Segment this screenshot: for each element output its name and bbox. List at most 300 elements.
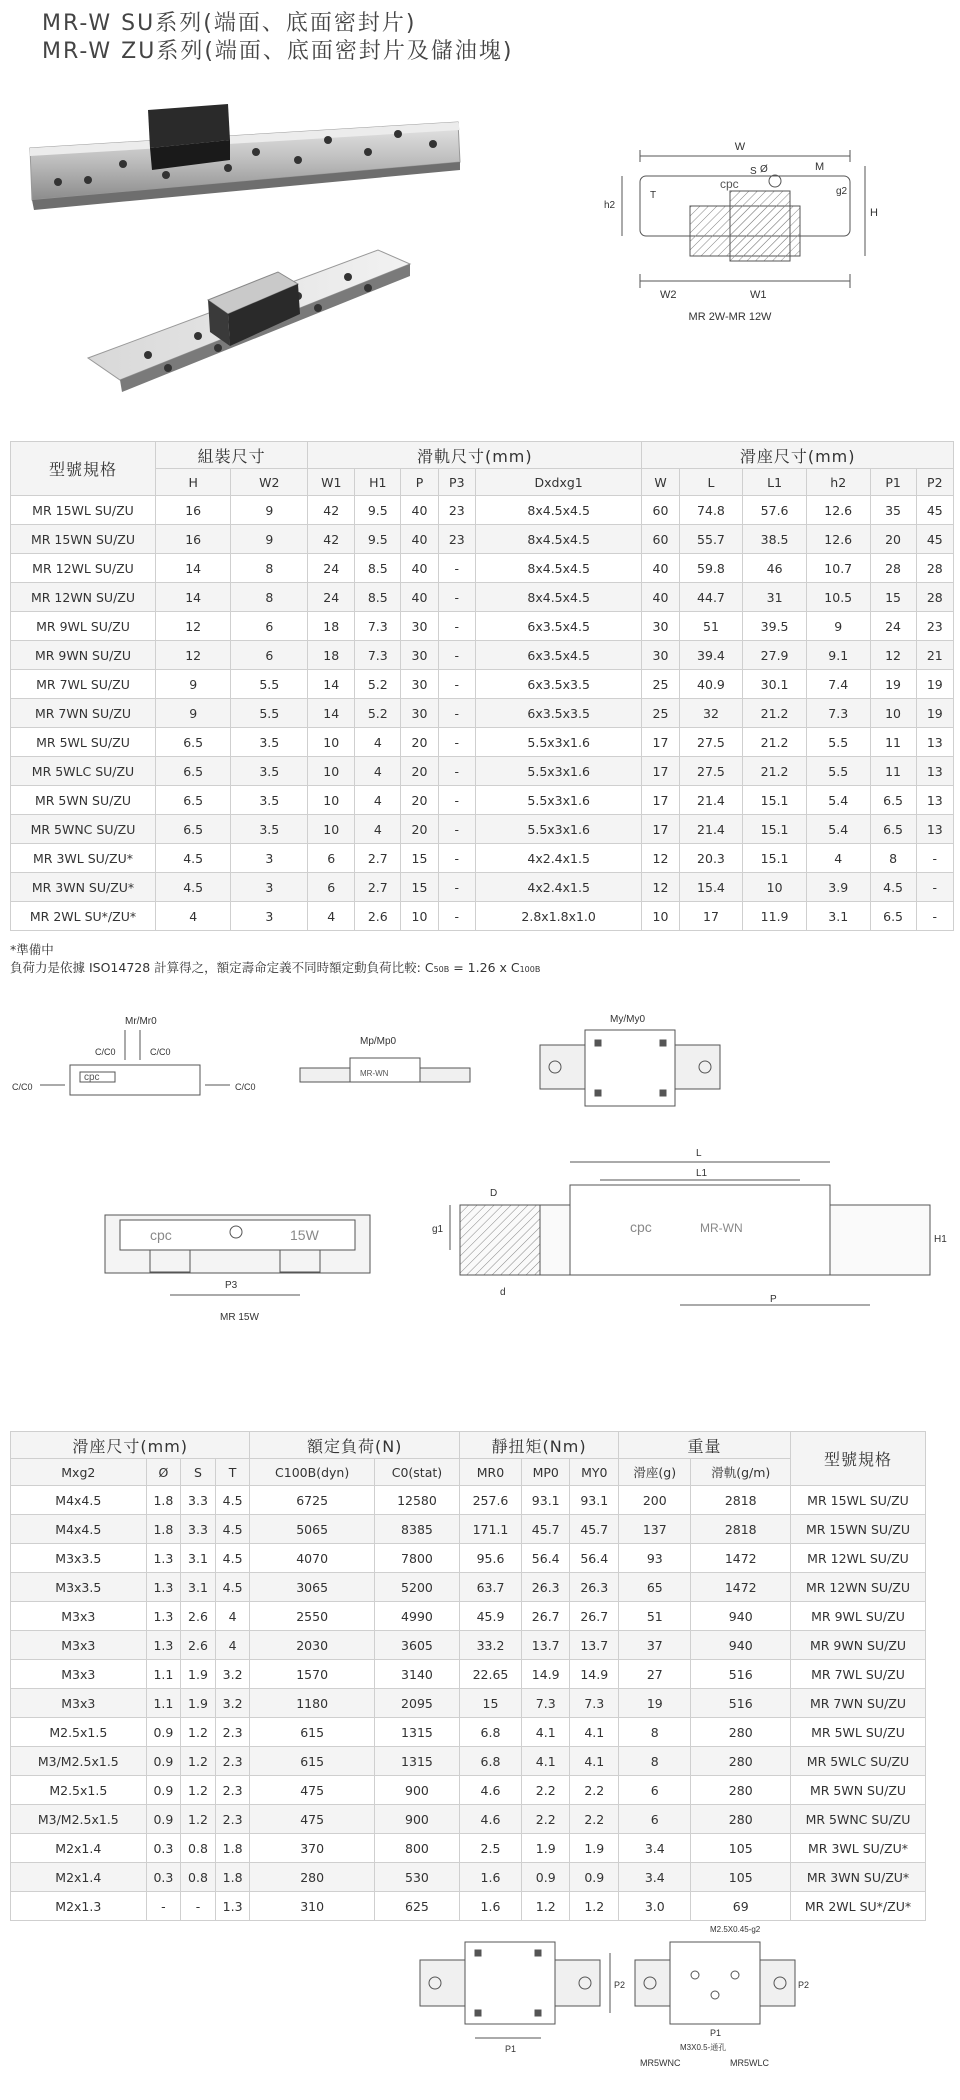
table-cell: 19 — [916, 699, 953, 728]
table-cell: 1.9 — [521, 1834, 570, 1863]
table-cell: 15.4 — [679, 873, 743, 902]
table-cell: 13.7 — [521, 1631, 570, 1660]
table-cell: 42 — [308, 496, 355, 525]
table-cell: 4 — [215, 1631, 250, 1660]
table-cell: 5065 — [250, 1515, 374, 1544]
table-cell: 21 — [916, 641, 953, 670]
table-cell: 40 — [642, 554, 679, 583]
label-m: M — [815, 161, 825, 173]
table-cell: 10.7 — [806, 554, 870, 583]
table-row — [11, 902, 954, 931]
model-cell: MR 5WLC SU/ZU — [11, 757, 156, 786]
table-cell: 6.5 — [156, 728, 231, 757]
table-cell: 4x2.4x1.5 — [475, 844, 641, 873]
table-cell: 17 — [642, 728, 679, 757]
table-cell: 12 — [156, 641, 231, 670]
table1-subheader: L — [679, 469, 743, 496]
table-cell: 171.1 — [460, 1515, 522, 1544]
table-cell: 6 — [231, 641, 308, 670]
table-cell: - — [146, 1892, 181, 1921]
table-cell: M3x3 — [11, 1631, 147, 1660]
table-row — [11, 554, 954, 583]
table-cell: 69 — [691, 1892, 791, 1921]
table-cell: 10 — [308, 786, 355, 815]
table-cell: 625 — [374, 1892, 459, 1921]
header-model-2: 型號規格 — [791, 1432, 926, 1486]
table-cell: 5.5x3x1.6 — [475, 728, 641, 757]
table-cell: 1.8 — [215, 1834, 250, 1863]
table-cell: 45.7 — [570, 1515, 619, 1544]
model-cell: MR 12WL SU/ZU — [11, 554, 156, 583]
label-t: T — [650, 190, 657, 201]
table-cell: 26.7 — [521, 1602, 570, 1631]
model-cell: MR 5WNC SU/ZU — [11, 815, 156, 844]
table-cell: 8 — [619, 1718, 691, 1747]
model-cell: MR 5WNC SU/ZU — [791, 1805, 926, 1834]
table-cell: 3065 — [250, 1573, 374, 1602]
cross-section-caption: MR 2W-MR 12W — [688, 311, 772, 323]
table-cell: 30 — [401, 612, 438, 641]
table-cell: 15 — [401, 844, 438, 873]
table-cell: 3.5 — [231, 786, 308, 815]
table1-subheader: H1 — [355, 469, 401, 496]
table-row — [11, 1834, 926, 1863]
spec-table-2 — [10, 1431, 926, 1921]
table-cell: 2.8x1.8x1.0 — [475, 902, 641, 931]
label-l: L — [696, 1148, 702, 1159]
table-cell: 14.9 — [570, 1660, 619, 1689]
table-cell: 8x4.5x4.5 — [475, 496, 641, 525]
table-cell: 1.8 — [215, 1863, 250, 1892]
model-cell: MR 2WL SU*/ZU* — [791, 1892, 926, 1921]
table-cell: 8.5 — [355, 554, 401, 583]
notes — [10, 941, 540, 979]
table-cell: 4 — [355, 815, 401, 844]
table-cell: 1.1 — [146, 1689, 181, 1718]
table-cell: 4.5 — [215, 1573, 250, 1602]
table-cell: 4 — [355, 757, 401, 786]
table-row — [11, 583, 954, 612]
table-cell: 11.9 — [743, 902, 807, 931]
table-cell: 5.5x3x1.6 — [475, 815, 641, 844]
table-cell: 16 — [156, 496, 231, 525]
table-cell: 900 — [374, 1805, 459, 1834]
label-mp: Mp/Mp0 — [360, 1036, 397, 1047]
table-cell: 14 — [308, 670, 355, 699]
table-cell: 27.5 — [679, 757, 743, 786]
table1-subheader: h2 — [806, 469, 870, 496]
table-cell: 20 — [870, 525, 916, 554]
table-cell: 21.4 — [679, 786, 743, 815]
table-cell: 6.5 — [156, 786, 231, 815]
table-cell: 10 — [308, 728, 355, 757]
model-cell: MR 5WN SU/ZU — [791, 1776, 926, 1805]
table-cell: 1.3 — [146, 1544, 181, 1573]
table-cell: 42 — [308, 525, 355, 554]
table-cell: 45.9 — [460, 1602, 522, 1631]
table-cell: 1.9 — [181, 1689, 216, 1718]
table-cell: 40 — [642, 583, 679, 612]
table2-subheader: MY0 — [570, 1459, 619, 1486]
table-cell: 5.2 — [355, 699, 401, 728]
table1-subheader: W1 — [308, 469, 355, 496]
table-row — [11, 1515, 926, 1544]
table-cell: 6 — [619, 1805, 691, 1834]
table-cell: 6x3.5x3.5 — [475, 670, 641, 699]
table-cell: M3x3.5 — [11, 1544, 147, 1573]
table-cell: 16 — [156, 525, 231, 554]
table2-subheader: S — [181, 1459, 216, 1486]
table-cell: 4 — [215, 1602, 250, 1631]
table-row — [11, 641, 954, 670]
model-cell: MR 5WL SU/ZU — [791, 1718, 926, 1747]
model-cell: MR 3WL SU/ZU* — [11, 844, 156, 873]
table-cell: 9.5 — [355, 525, 401, 554]
table-cell: 5200 — [374, 1573, 459, 1602]
table-cell: 93.1 — [570, 1486, 619, 1515]
upper-rail — [30, 104, 460, 210]
table-cell: 20 — [401, 786, 438, 815]
table-cell: 8385 — [374, 1515, 459, 1544]
table-cell: 12.6 — [806, 496, 870, 525]
model-cell: MR 15WL SU/ZU — [791, 1486, 926, 1515]
table-cell: 8x4.5x4.5 — [475, 583, 641, 612]
table-cell: 15 — [870, 583, 916, 612]
table-cell: 5.5 — [231, 670, 308, 699]
moment-diagrams — [10, 1010, 950, 1330]
table-cell: 2818 — [691, 1515, 791, 1544]
table-cell: 1315 — [374, 1718, 459, 1747]
table-cell: 0.9 — [521, 1863, 570, 1892]
table-cell: 7.4 — [806, 670, 870, 699]
table-cell: 12 — [870, 641, 916, 670]
table-row — [11, 1863, 926, 1892]
small-model-label: MR-WN — [360, 1069, 389, 1078]
table-cell: 9 — [156, 699, 231, 728]
model-cell: MR 5WLC SU/ZU — [791, 1747, 926, 1776]
table-cell: 0.8 — [181, 1863, 216, 1892]
table2-subheader: C100B(dyn) — [250, 1459, 374, 1486]
model-cell: MR 15WN SU/ZU — [791, 1515, 926, 1544]
header-weight: 重量 — [619, 1432, 791, 1459]
table-cell: 21.2 — [743, 757, 807, 786]
table-cell: 2.2 — [521, 1805, 570, 1834]
model-cell: MR 9WL SU/ZU — [791, 1602, 926, 1631]
table-cell: 7.3 — [355, 641, 401, 670]
table-cell: 1.6 — [460, 1863, 522, 1892]
table-row — [11, 1892, 926, 1921]
model-cell: MR 15WN SU/ZU — [11, 525, 156, 554]
table-cell: 5.5 — [806, 728, 870, 757]
table-cell: - — [438, 583, 475, 612]
table-cell: 3.1 — [181, 1573, 216, 1602]
table-cell: 17 — [642, 815, 679, 844]
table-cell: 17 — [679, 902, 743, 931]
table-cell: 7.3 — [806, 699, 870, 728]
table-cell: 9 — [156, 670, 231, 699]
table-cell: M3x3 — [11, 1660, 147, 1689]
table-cell: 30 — [401, 699, 438, 728]
table-cell: 1.3 — [146, 1631, 181, 1660]
table-row — [11, 1718, 926, 1747]
table-cell: 9 — [231, 496, 308, 525]
table-cell: 9.1 — [806, 641, 870, 670]
table-cell: 9.5 — [355, 496, 401, 525]
table-cell: 19 — [916, 670, 953, 699]
table-cell: 2.3 — [215, 1718, 250, 1747]
table-cell: 10.5 — [806, 583, 870, 612]
table-cell: 15.1 — [743, 844, 807, 873]
label-p2: P2 — [614, 1980, 626, 1990]
table-cell: 95.6 — [460, 1544, 522, 1573]
table-row — [11, 1689, 926, 1718]
table-cell: 5.4 — [806, 786, 870, 815]
table-cell: 516 — [691, 1689, 791, 1718]
table-cell: 3140 — [374, 1660, 459, 1689]
front-model-label: 15W — [290, 1227, 319, 1243]
table-cell: 23 — [438, 496, 475, 525]
table-cell: 0.3 — [146, 1863, 181, 1892]
label-p: P — [770, 1294, 777, 1305]
table-cell: 516 — [691, 1660, 791, 1689]
table-row — [11, 496, 954, 525]
table-cell: 23 — [916, 612, 953, 641]
table-cell: 5.5x3x1.6 — [475, 757, 641, 786]
table-cell: 3 — [231, 844, 308, 873]
table-cell: 25 — [642, 670, 679, 699]
table-cell: 30 — [401, 670, 438, 699]
table1-subheader: P — [401, 469, 438, 496]
note-pending: *準備中 — [10, 942, 54, 957]
table-cell: - — [438, 844, 475, 873]
table-cell: 28 — [870, 554, 916, 583]
note-thread: M2.5X0.45-g2 — [710, 1925, 761, 1934]
table-cell: 3.4 — [619, 1863, 691, 1892]
side-model-label: MR-WN — [700, 1221, 743, 1235]
table-cell: 40 — [401, 583, 438, 612]
table-cell: 4.5 — [156, 844, 231, 873]
table-cell: 4.5 — [870, 873, 916, 902]
table-cell: - — [438, 699, 475, 728]
table-cell: 257.6 — [460, 1486, 522, 1515]
table-cell: 24 — [308, 554, 355, 583]
table-cell: 2.2 — [570, 1776, 619, 1805]
table-cell: 0.8 — [181, 1834, 216, 1863]
cross-section-diagram — [600, 136, 880, 326]
table-cell: 93.1 — [521, 1486, 570, 1515]
table-cell: 2550 — [250, 1602, 374, 1631]
table-cell: 2.6 — [181, 1602, 216, 1631]
table-row — [11, 1602, 926, 1631]
table-cell: 137 — [619, 1515, 691, 1544]
table-cell: - — [438, 670, 475, 699]
table-cell: 30.1 — [743, 670, 807, 699]
table-cell: 1.3 — [146, 1602, 181, 1631]
table-cell: M2x1.4 — [11, 1834, 147, 1863]
table-cell: 280 — [691, 1718, 791, 1747]
table-cell: 8x4.5x4.5 — [475, 525, 641, 554]
table-cell: 6x3.5x4.5 — [475, 612, 641, 641]
table-cell: 12 — [642, 844, 679, 873]
table-cell: 55.7 — [679, 525, 743, 554]
table-cell: 13.7 — [570, 1631, 619, 1660]
table-cell: 39.5 — [743, 612, 807, 641]
table-cell: 6x3.5x4.5 — [475, 641, 641, 670]
table-cell: 6.5 — [870, 786, 916, 815]
table-cell: 14 — [156, 554, 231, 583]
table-cell: 1.2 — [181, 1805, 216, 1834]
model-cell: MR 5WL SU/ZU — [11, 728, 156, 757]
table-cell: 2.7 — [355, 844, 401, 873]
product-photo — [28, 100, 548, 400]
table-cell: 33.2 — [460, 1631, 522, 1660]
table-cell: - — [916, 873, 953, 902]
note-load: 負荷力是依據 ISO14728 計算得之，額定壽命定義不同時額定動負荷比較: C50B = 1.26 x C100B — [10, 960, 541, 975]
table-cell: 10 — [642, 902, 679, 931]
table-cell: 105 — [691, 1863, 791, 1892]
table-cell: 11 — [870, 728, 916, 757]
table-cell: 14 — [308, 699, 355, 728]
table-cell: 1.2 — [181, 1747, 216, 1776]
table-cell: 280 — [691, 1776, 791, 1805]
model-cell: MR 12WN SU/ZU — [11, 583, 156, 612]
model-cell: MR 2WL SU*/ZU* — [11, 902, 156, 931]
table-cell: 44.7 — [679, 583, 743, 612]
table-cell: 15.1 — [743, 815, 807, 844]
table-cell: M3x3.5 — [11, 1573, 147, 1602]
table-row — [11, 612, 954, 641]
table-cell: - — [916, 902, 953, 931]
table-cell: 4.1 — [521, 1747, 570, 1776]
table-cell: 2030 — [250, 1631, 374, 1660]
caption-mr5wnc: MR5WNC — [640, 2058, 681, 2068]
model-cell: MR 7WN SU/ZU — [11, 699, 156, 728]
table-cell: 615 — [250, 1718, 374, 1747]
table-cell: 20 — [401, 757, 438, 786]
table-cell: 74.8 — [679, 496, 743, 525]
table-cell: 40 — [401, 496, 438, 525]
label-phi: Ø — [760, 164, 768, 175]
table-cell: M3x3 — [11, 1689, 147, 1718]
table-cell: 12.6 — [806, 525, 870, 554]
model-cell: MR 7WN SU/ZU — [791, 1689, 926, 1718]
page-title-line2: MR-W ZU系列(端面、底面密封片及儲油塊) — [42, 39, 514, 64]
model-cell: MR 9WN SU/ZU — [791, 1631, 926, 1660]
table-cell: 28 — [916, 583, 953, 612]
table-cell: 26.3 — [570, 1573, 619, 1602]
table-cell: 3.2 — [215, 1660, 250, 1689]
table-cell: 3.1 — [806, 902, 870, 931]
table-row — [11, 728, 954, 757]
table-cell: 310 — [250, 1892, 374, 1921]
table-cell: 280 — [691, 1805, 791, 1834]
table-cell: 19 — [870, 670, 916, 699]
header-rail: 滑軌尺寸(mm) — [308, 442, 642, 469]
table-cell: 4 — [156, 902, 231, 931]
table-cell: 0.9 — [146, 1747, 181, 1776]
table-cell: 15 — [401, 873, 438, 902]
table2-subheader: T — [215, 1459, 250, 1486]
label-c3: C/C0 — [12, 1082, 33, 1092]
table-cell: 6 — [308, 844, 355, 873]
table-cell: M3/M2.5x1.5 — [11, 1747, 147, 1776]
table1-subheader: P3 — [438, 469, 475, 496]
label-p1-b: P1 — [710, 2028, 722, 2038]
table-cell: 5.4 — [806, 815, 870, 844]
table-cell: 56.4 — [570, 1544, 619, 1573]
table-cell: 8.5 — [355, 583, 401, 612]
label-h2: h2 — [604, 200, 616, 211]
table-cell: 3.5 — [231, 757, 308, 786]
table-cell: 24 — [308, 583, 355, 612]
table-cell: 7.3 — [521, 1689, 570, 1718]
table-cell: 1.2 — [521, 1892, 570, 1921]
table-cell: 1.2 — [181, 1718, 216, 1747]
table-row — [11, 1544, 926, 1573]
table-cell: 4 — [355, 786, 401, 815]
table-cell: 13 — [916, 815, 953, 844]
table-cell: 1570 — [250, 1660, 374, 1689]
table-cell: 5.2 — [355, 670, 401, 699]
label-w: W — [734, 141, 746, 153]
table-cell: 1472 — [691, 1573, 791, 1602]
table-cell: 6.5 — [870, 902, 916, 931]
table-cell: 1.6 — [460, 1892, 522, 1921]
table-cell: 1472 — [691, 1544, 791, 1573]
table-cell: 32 — [679, 699, 743, 728]
header-block: 滑座尺寸(mm) — [642, 442, 954, 469]
table-cell: 8 — [231, 583, 308, 612]
table-cell: 1.2 — [570, 1892, 619, 1921]
table2-subheader: MR0 — [460, 1459, 522, 1486]
table-cell: 56.4 — [521, 1544, 570, 1573]
table-cell: 0.9 — [146, 1776, 181, 1805]
table-row — [11, 786, 954, 815]
table-cell: 6.5 — [156, 815, 231, 844]
table-cell: 6.5 — [870, 815, 916, 844]
table-cell: 6 — [308, 873, 355, 902]
label-l1: L1 — [696, 1168, 708, 1179]
table-cell: 0.9 — [570, 1863, 619, 1892]
table-cell: 940 — [691, 1631, 791, 1660]
table-cell: 10 — [308, 815, 355, 844]
model-cell: MR 3WN SU/ZU* — [791, 1863, 926, 1892]
table-cell: 46 — [743, 554, 807, 583]
table-cell: M3x3 — [11, 1602, 147, 1631]
table-cell: 1.8 — [146, 1486, 181, 1515]
table-cell: 1180 — [250, 1689, 374, 1718]
label-h1: H1 — [934, 1234, 947, 1245]
table1-subheader: W — [642, 469, 679, 496]
label-h: H — [870, 207, 878, 219]
table-cell: 51 — [619, 1602, 691, 1631]
table-cell: 0.3 — [146, 1834, 181, 1863]
table-cell: 15.1 — [743, 786, 807, 815]
table-cell: 12 — [642, 873, 679, 902]
table-cell: 3 — [231, 902, 308, 931]
table-cell: 13 — [916, 757, 953, 786]
table-cell: 6.8 — [460, 1718, 522, 1747]
table-cell: 3.1 — [181, 1544, 216, 1573]
table-cell: 40.9 — [679, 670, 743, 699]
table-cell: - — [438, 728, 475, 757]
label-w1: W1 — [750, 289, 767, 301]
table-cell: 40 — [401, 554, 438, 583]
table-cell: 6.5 — [156, 757, 231, 786]
table1-subheader: Dxdxg1 — [475, 469, 641, 496]
table-cell: 3.5 — [231, 728, 308, 757]
header-rated-load: 額定負荷(N) — [250, 1432, 460, 1459]
